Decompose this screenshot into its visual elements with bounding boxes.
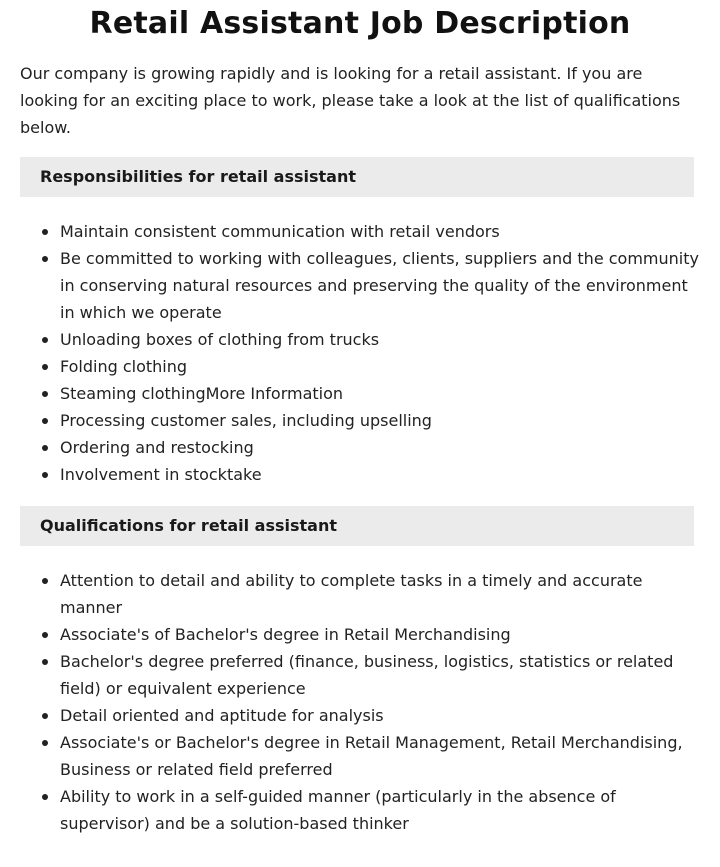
responsibilities-list (42, 218, 702, 488)
bullet-icon (42, 229, 48, 235)
qualifications-heading: Qualifications for retail assistant (20, 506, 694, 546)
list-item-text: Folding clothing (60, 357, 188, 376)
list-item-text: Involvement in stocktake (60, 465, 262, 484)
list-item (42, 621, 702, 648)
list-item-text: Associate's or Bachelor's degree in Retail Management, Retail Merchandising, Business or related field preferred (60, 733, 683, 779)
list-item (42, 380, 702, 407)
list-item (42, 245, 702, 326)
list-item-text: Unloading boxes of clothing from trucks (60, 330, 380, 349)
list-item-text: Attention to detail and ability to complete tasks in a timely and accurate manner (60, 571, 643, 617)
list-item (42, 461, 702, 488)
bullet-icon (42, 418, 48, 424)
list-item-text: Ability to work in a self-guided manner (particularly in the absence of supervisor) and be a solution-based thinker (60, 787, 616, 833)
bullet-icon (42, 632, 48, 638)
bullet-icon (42, 337, 48, 343)
bullet-icon (42, 472, 48, 478)
list-item-text: Processing customer sales, including upselling (60, 411, 432, 430)
bullet-icon (42, 659, 48, 665)
list-item-text: Steaming clothingMore Information (60, 384, 344, 403)
list-item-text: Ordering and restocking (60, 438, 254, 457)
list-item-text: Be committed to working with colleagues, clients, suppliers and the community in conserving natural resources and preserving the quality of the environment in which we operate (60, 249, 699, 322)
bullet-icon (42, 364, 48, 370)
list-item (42, 434, 702, 461)
bullet-icon (42, 256, 48, 262)
list-item (42, 218, 702, 245)
qualifications-list (42, 567, 702, 837)
list-item (42, 567, 702, 621)
list-item-text: Detail oriented and aptitude for analysis (60, 706, 384, 725)
bullet-icon (42, 391, 48, 397)
list-item-text: Associate's of Bachelor's degree in Retail Merchandising (60, 625, 511, 644)
bullet-icon (42, 794, 48, 800)
bullet-icon (42, 578, 48, 584)
list-item (42, 326, 702, 353)
page-title: Retail Assistant Job Description (89, 6, 631, 41)
list-item (42, 729, 702, 783)
bullet-icon (42, 445, 48, 451)
list-item (42, 353, 702, 380)
list-item-text: Bachelor's degree preferred (finance, business, logistics, statistics or related field) or equivalent experience (60, 652, 674, 698)
bullet-icon (42, 740, 48, 746)
list-item (42, 407, 702, 434)
list-item (42, 783, 702, 837)
list-item (42, 702, 702, 729)
bullet-icon (42, 713, 48, 719)
responsibilities-heading: Responsibilities for retail assistant (20, 157, 694, 197)
list-item-text: Maintain consistent communication with retail vendors (60, 222, 500, 241)
list-item (42, 648, 702, 702)
intro-paragraph: Our company is growing rapidly and is looking for a retail assistant. If you are looking for an exciting place to work, please take a look at the list of qualifications below. (20, 64, 681, 137)
